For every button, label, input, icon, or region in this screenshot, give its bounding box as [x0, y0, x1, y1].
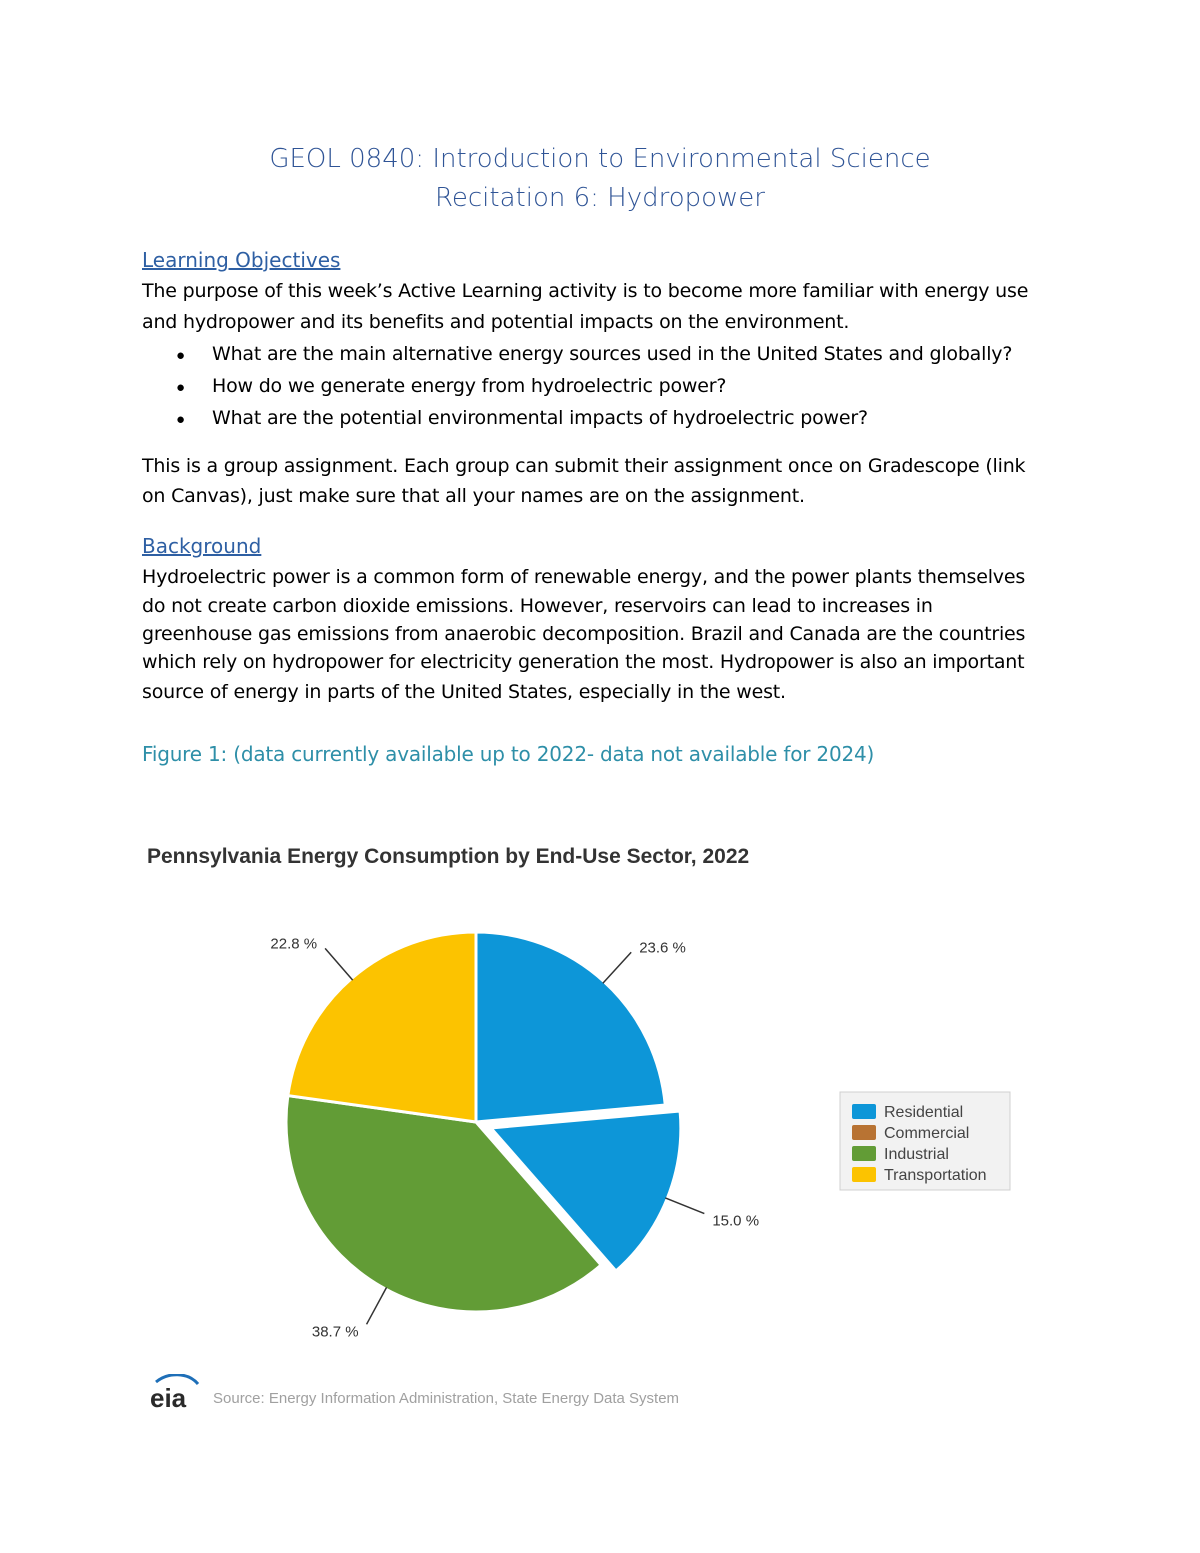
figure-caption: Figure 1: (data currently available up to 2022- data not available for 2024) — [142, 742, 875, 766]
pie-label-commercial: 15.0 % — [712, 1212, 760, 1230]
background-line-5: source of energy in parts of the United States, especially in the west. — [142, 681, 786, 703]
chart-title: Pennsylvania Energy Consumption by End-Use Sector, 2022 — [147, 845, 750, 868]
legend-label-residential: Residential — [884, 1104, 964, 1121]
chart-legend — [840, 1092, 1010, 1190]
background-line-4: which rely on hydropower for electricity generation the most. Hydropower is also an important — [142, 651, 1025, 673]
legend-swatch-residential — [852, 1104, 876, 1119]
objectives-intro-line-2: and hydropower and its benefits and potential impacts on the environment. — [142, 311, 850, 333]
legend-swatch-transportation — [852, 1167, 876, 1182]
pie-slice-transportation — [288, 932, 476, 1122]
objective-item-2: How do we generate energy from hydroelectric power? — [212, 375, 727, 397]
pie-label-industrial: 38.7 % — [311, 1323, 359, 1341]
document-title: GEOL 0840: Introduction to Environmental Science — [269, 144, 931, 174]
bullet-marker: ● — [176, 411, 186, 428]
objectives-intro-line-1: The purpose of this week’s Active Learning activity is to become more familiar with energy use — [142, 280, 1029, 302]
background-line-2: do not create carbon dioxide emissions. However, reservoirs can lead to increases in — [142, 595, 933, 617]
objective-item-1: What are the main alternative energy sources used in the United States and globally? — [212, 343, 1013, 365]
bullet-marker: ● — [176, 379, 186, 396]
legend-label-industrial: Industrial — [884, 1146, 949, 1163]
pie-chart — [0, 820, 1200, 1380]
pie-slices — [286, 932, 681, 1312]
bullet-marker: ● — [176, 347, 186, 364]
pie-label-residential: 23.6 % — [639, 939, 686, 957]
legend-swatch-industrial — [852, 1146, 876, 1161]
eia-logo-text: eia — [150, 1383, 187, 1413]
learning-objectives-heading: Learning Objectives — [142, 248, 341, 272]
label-leader-line — [665, 1198, 704, 1214]
eia-logo — [148, 1374, 204, 1414]
assignment-line-1: This is a group assignment. Each group can submit their assignment once on Gradescope (link — [142, 455, 1026, 477]
objective-item-3: What are the potential environmental impacts of hydroelectric power? — [212, 407, 868, 429]
label-leader-line — [325, 948, 353, 980]
pie-slice-residential — [476, 932, 665, 1122]
legend-swatch-commercial — [852, 1125, 876, 1140]
background-line-3: greenhouse gas emissions from anaerobic decomposition. Brazil and Canada are the countries — [142, 623, 1026, 645]
background-heading: Background — [142, 534, 262, 558]
label-leader-line — [603, 952, 631, 983]
pie-label-transportation: 22.8 % — [270, 935, 318, 953]
background-line-1: Hydroelectric power is a common form of renewable energy, and the power plants themselves — [142, 566, 1026, 588]
document-subtitle: Recitation 6: Hydropower — [434, 183, 765, 213]
legend-label-commercial: Commercial — [884, 1125, 970, 1142]
label-leader-line — [367, 1287, 387, 1324]
assignment-line-2: on Canvas), just make sure that all your names are on the assignment. — [142, 485, 805, 507]
figure-source: Source: Energy Information Administration, State Energy Data System — [213, 1390, 680, 1407]
legend-label-transportation: Transportation — [884, 1167, 987, 1184]
